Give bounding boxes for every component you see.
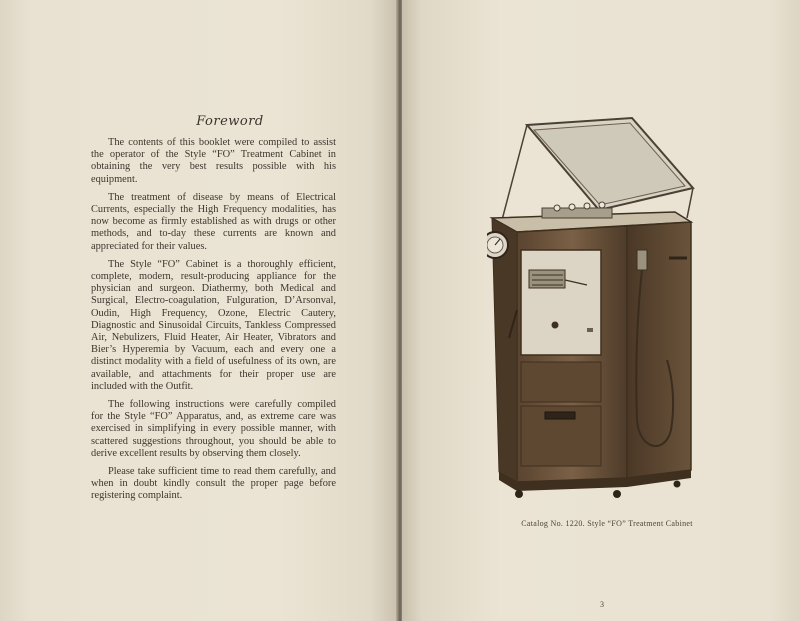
left-page <box>0 0 398 621</box>
foreword-paragraph-4: The following instructions were carefully compiled for the Style “FO” Apparatus, and, as extreme care was exercised in simplifying in every possible manner, with scattered suggestions throughout, you should be able to derive excellent results by observing them closely. <box>91 399 336 459</box>
foreword-paragraph-3: The Style “FO” Cabinet is a thoroughly efficient, complete, modern, result-producing appliance for the physician and surgeon. Diathermy, both Medical and Surgical, Electro-coagulation, Fulguration, D’Arsonval, Oudin, High Frequency, Ozone, Electric Cautery, Diagnostic and Sinusoidal Circuits, Tankless Compressed Air, Nebulizers, Fluid Heater, Air Heater, Vibrators and Bier’s Hyperemia by Vacuum, each and every one a distinct modality with a field of usefulness of its own, are available, and attachments for their proper use are included with the Outfit. <box>91 258 336 392</box>
page-number: 3 <box>600 600 604 609</box>
page-heading: Foreword <box>196 114 264 129</box>
treatment-cabinet-illustration <box>487 110 712 505</box>
foreword-paragraph-1: The contents of this booklet were compiled to assist the operator of the Style “FO” Treatment Cabinet in obtaining the very best results possible with his equipment. <box>91 137 336 185</box>
foreword-text <box>91 137 336 509</box>
figure-caption: Catalog No. 1220. Style “FO” Treatment Cabinet <box>521 519 693 528</box>
foreword-paragraph-2: The treatment of disease by means of Electrical Currents, especially the High Frequency modalities, has now become as firmly established as with drugs or other methods, and to-day these currents are known and appreciated for their values. <box>91 191 336 252</box>
foreword-paragraph-5: Please take sufficient time to read them carefully, and when in doubt kindly consult the proper page before registering complaint. <box>91 466 336 502</box>
right-page <box>402 0 800 621</box>
